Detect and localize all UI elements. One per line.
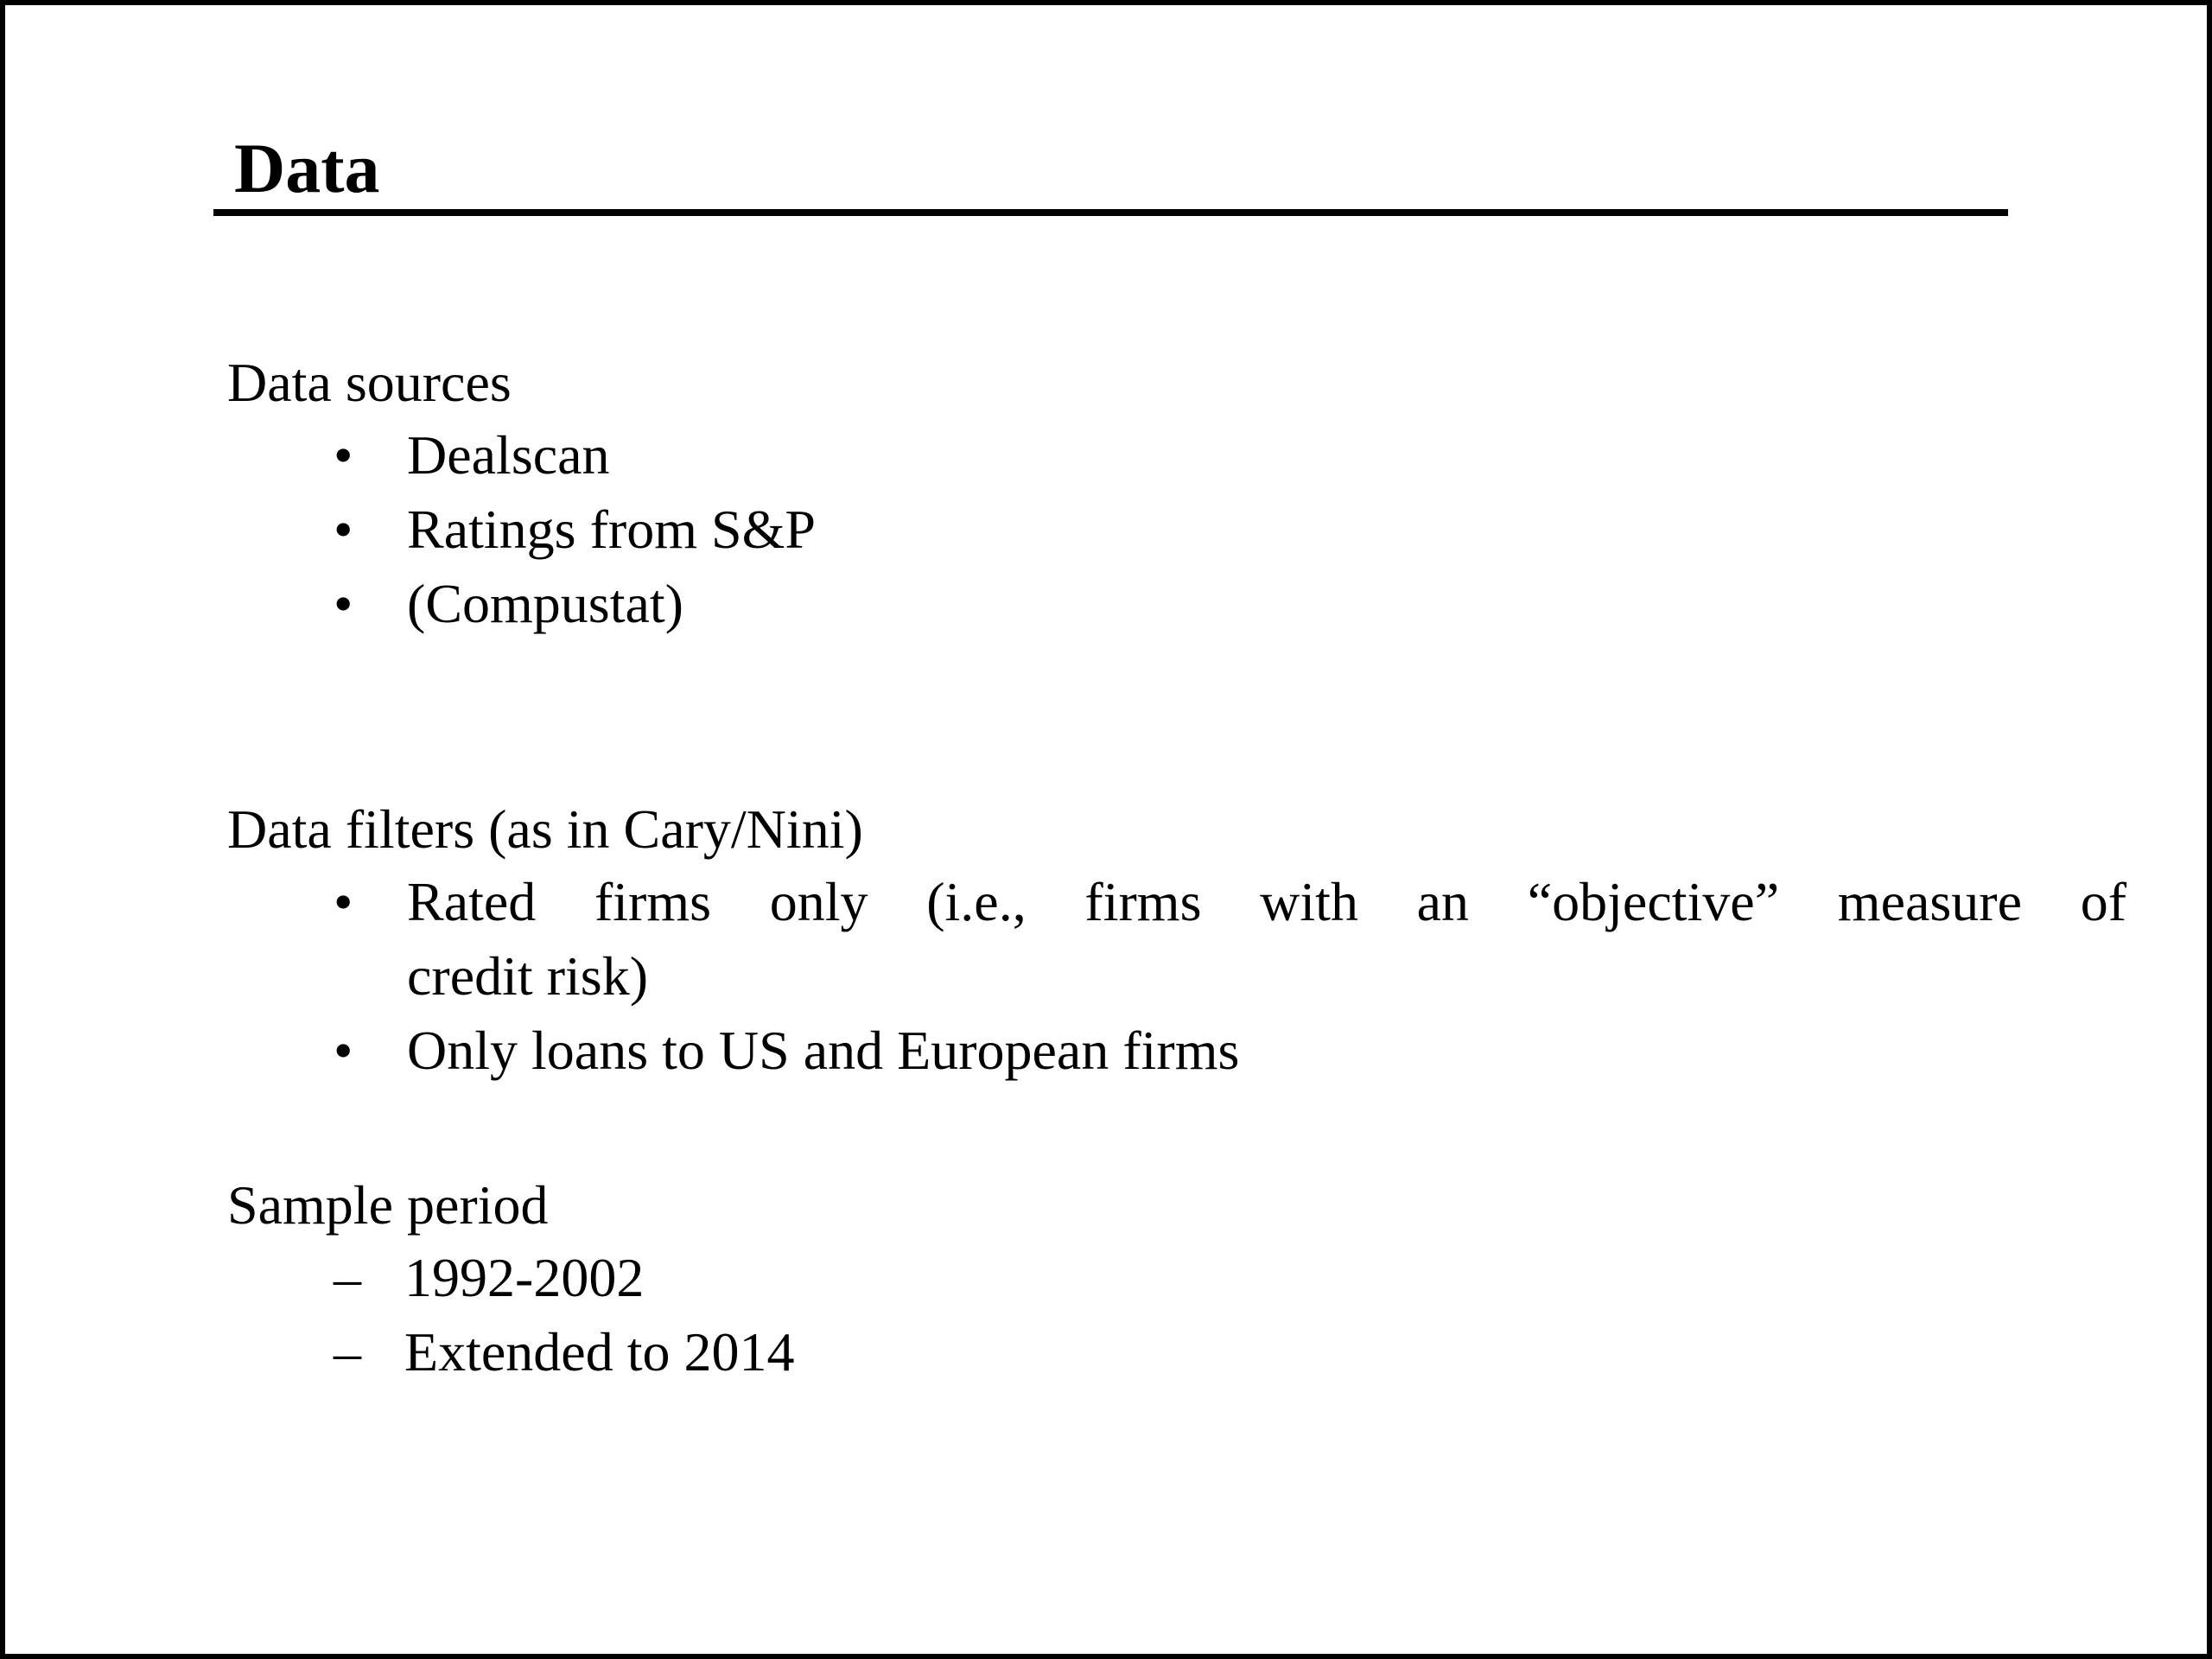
dash-marker: – (334, 1321, 361, 1382)
list-item-text-line-1: Rated firms only (i.e., firms with an “objective” measure of (407, 871, 2126, 932)
section-heading-data-filters: Data filters (as in Cary/Nini) (227, 798, 863, 860)
list-item-text: Dealscan (407, 424, 610, 486)
section-heading-sample-period: Sample period (227, 1174, 549, 1236)
section-heading-data-sources: Data sources (227, 352, 512, 413)
bullet-marker: • (334, 424, 353, 486)
bullet-marker: • (334, 1020, 353, 1081)
list-item-text: 1992-2002 (404, 1247, 645, 1308)
list-item-text: Extended to 2014 (404, 1321, 795, 1382)
bullet-marker: • (334, 499, 353, 560)
list-item-text: (Compustat) (407, 573, 683, 634)
slide-title: Data (234, 129, 380, 207)
list-item-text: Ratings from S&P (407, 499, 816, 560)
list-item-text (407, 865, 2157, 1014)
bullet-marker: • (334, 871, 353, 932)
dash-marker: – (334, 1247, 361, 1308)
bullet-marker: • (334, 573, 353, 634)
list-item-text-line-2: credit risk) (407, 945, 648, 1007)
title-underline (213, 209, 2008, 216)
list-item-text: Only loans to US and European firms (407, 1020, 1240, 1081)
